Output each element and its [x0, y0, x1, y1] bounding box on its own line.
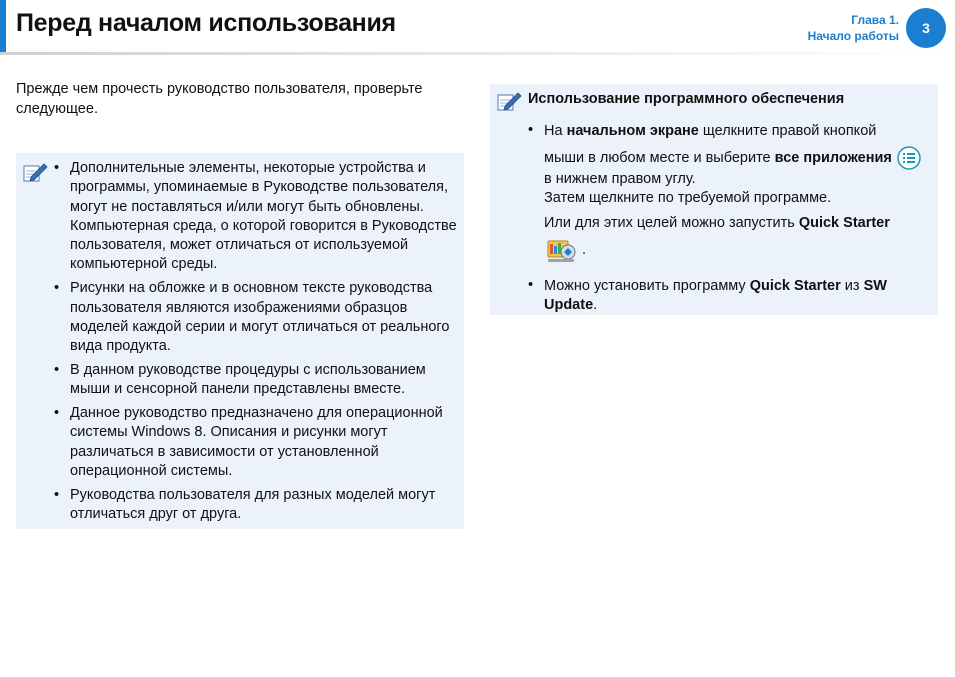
text: Или для этих целей можно запустить	[544, 215, 799, 231]
start-screen-term: начальном экране	[566, 123, 699, 139]
pencil-note-icon	[22, 161, 48, 185]
pencil-note-icon	[496, 90, 522, 114]
note-box-right	[490, 84, 938, 315]
list-item: • Дополнительные элементы, некоторые устройства и программы, упоминаемые в Руководстве пользователя, могут не поставляться и/или могут быть обновлены. Компьютерная среда, о которой говорится в Руководстве пользователя, может отличаться от используемой компьютерной среды.	[54, 159, 458, 275]
text: .	[582, 241, 587, 258]
note-list-left	[54, 159, 458, 529]
list-item	[528, 122, 928, 267]
list-item: • Данное руководство предназначено для операционной системы Windows 8. Описания и рисунки могут различаться в зависимости от установленной операционной системы.	[54, 404, 458, 481]
list-item: • В данном руководстве процедуры с использованием мыши и сенсорной панели представлены вместе.	[54, 361, 458, 400]
quick-starter-icon	[544, 235, 578, 265]
text: из	[840, 278, 864, 294]
text: Затем щелкните по требуемой программе.	[544, 190, 832, 206]
text: На	[544, 123, 567, 139]
header-divider	[0, 52, 955, 55]
quick-starter-term: Quick Starter	[798, 215, 890, 231]
list-item: • Рисунки на обложке и в основном тексте руководства пользователя являются изображениями образцов моделей каждой серии и могут отличаться от реального вида продукта.	[54, 279, 458, 356]
page-title: Перед началом использования	[16, 9, 396, 37]
sw-update-term: SW Update	[544, 278, 887, 313]
text: .	[593, 297, 598, 313]
quick-starter-term: Quick Starter	[749, 278, 841, 294]
all-apps-icon	[896, 146, 922, 170]
list-item	[528, 277, 928, 315]
list-item: • Руководства пользователя для разных моделей могут отличаться друг от друга.	[54, 486, 458, 525]
note-box-left	[16, 153, 464, 529]
note-heading: Использование программного обеспечения	[528, 91, 845, 107]
page-number-badge: 3	[906, 8, 946, 48]
text: щелкните правой кнопкой	[698, 123, 877, 139]
text: в нижнем правом углу.	[544, 171, 696, 187]
all-apps-term: все приложения	[774, 149, 892, 166]
header-accent-bar	[0, 0, 6, 52]
intro-text: Прежде чем прочесть руководство пользователя, проверьте следующее.	[16, 81, 423, 117]
note-list-right	[528, 122, 928, 315]
chapter-number: Глава 1.	[851, 13, 899, 27]
text: мыши в любом месте и выберите	[544, 149, 775, 166]
chapter-label	[808, 12, 899, 44]
text: Можно установить программу	[544, 278, 750, 294]
chapter-title: Начало работы	[807, 29, 899, 43]
